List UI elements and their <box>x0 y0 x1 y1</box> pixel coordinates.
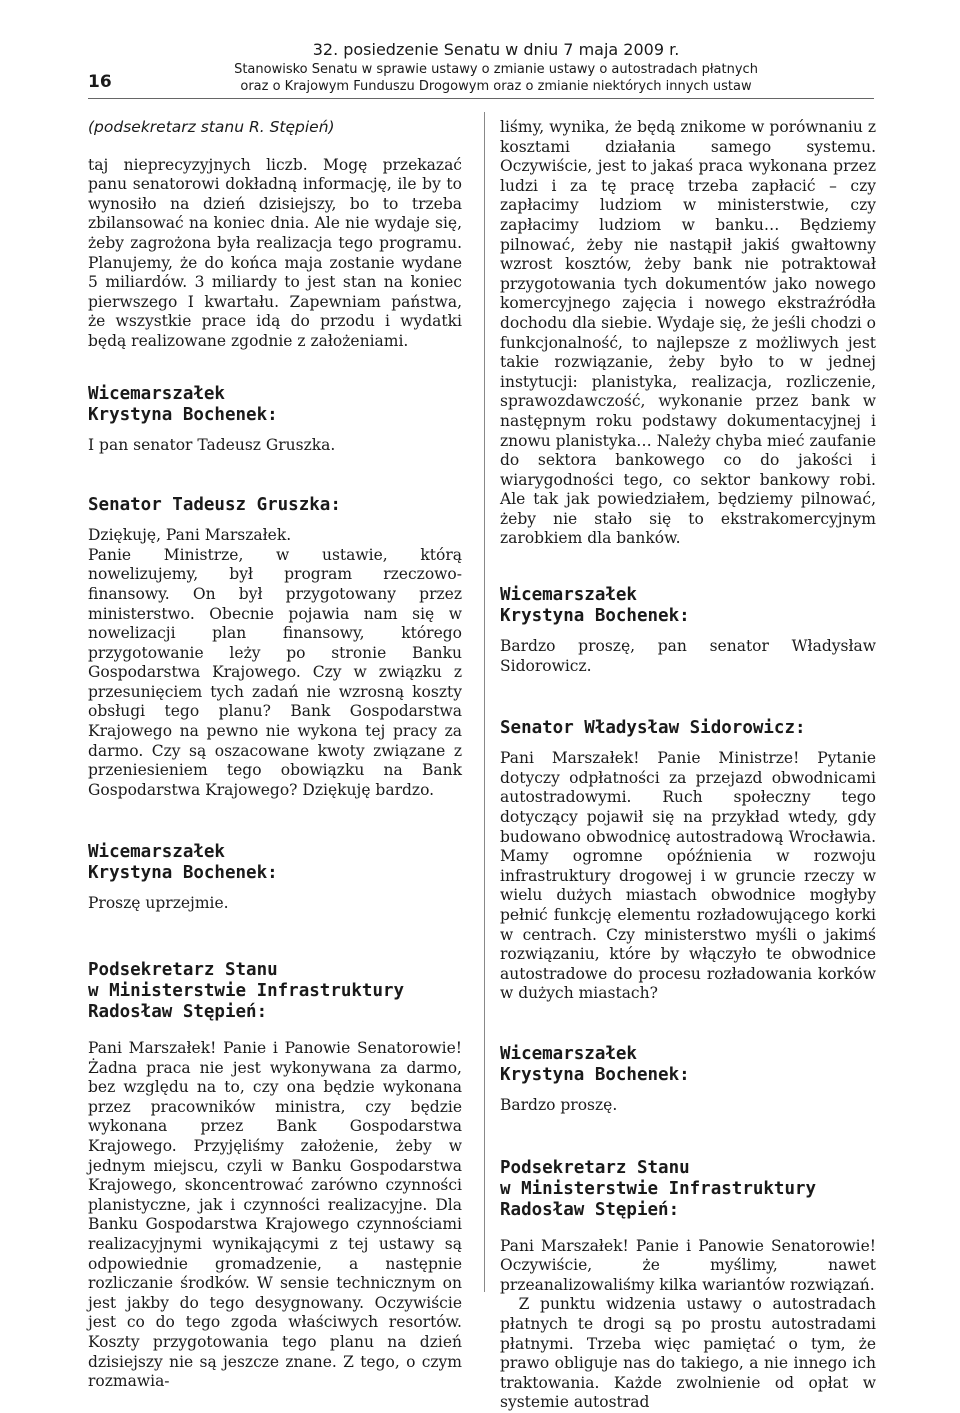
column-divider <box>484 112 485 1292</box>
speaker-role: Wicemarszałek <box>500 1043 637 1064</box>
paragraph: Bardzo proszę. <box>500 1095 618 1114</box>
speaker-role: Wicemarszałek <box>88 383 225 404</box>
speaker-heading <box>88 842 462 884</box>
speaker-name: Radosław Stępień: <box>88 1002 268 1023</box>
speaker-name: Radosław Stępień: <box>500 1199 680 1220</box>
running-header <box>176 40 816 95</box>
header-subtitle-line1: Stanowisko Senatu w sprawie ustawy o zmianie ustawy o autostradach płatnych <box>234 62 758 77</box>
paragraph: Bardzo proszę, pan senator Władysław Sidorowicz. <box>500 637 876 675</box>
paragraph: Proszę uprzejmie. <box>88 894 229 913</box>
paragraph: Z punktu widzenia ustawy o autostradach płatnych te drogi są po prostu autostradami płatnymi. Trzeba więc pamiętać o tym, że prawo obliguje nas do takiego, a nie innego ich traktowania. Każde zwolnienie od opłat w systemie autostrad <box>500 1295 876 1412</box>
speaker-name: Krystyna Bochenek: <box>500 1064 690 1085</box>
page-header <box>88 40 874 96</box>
speaker-role: Podsekretarz Stanu <box>88 960 278 981</box>
speaker-role: Wicemarszałek <box>88 842 225 863</box>
speaker-heading <box>88 960 462 1023</box>
paragraph: I pan senator Tadeusz Gruszka. <box>88 435 336 454</box>
header-subtitle-line2: oraz o Krajowym Funduszu Drogowym oraz o zmianie niektórych innych ustaw <box>240 79 752 94</box>
speaker-heading <box>500 1158 876 1221</box>
paragraph: Pani Marszałek! Panie i Panowie Senatorowie! Żadna praca nie jest wykonywana za darmo, bez względu na to, czy ona będzie wykonana przez pracowników ministra, czy będzie wykonana przez Bank Gospodarstwa Krajowego. Przyjęliśmy założenie, żeby w jednym miejscu, czyli w Banku Gospodarstwa Krajowego, skoncentrować zarówno czynności planistyczne, jak i czynności realizacyjne. Dla Banku Gospodarstwa Krajowego czynnościami realizacyjnymi wynikającymi z tej ustawy są odpowiednie gromadzenie, a następnie rozliczanie środków. W sensie technicznym on jest jakby do tego desygnowany. Oczywiście jest co do tego zgoda właściwych resortów. Koszty przygotowania tego planu na dzień dzisiejszy nie są jeszcze znane. Z tego, o czym rozmawia- <box>88 1039 462 1391</box>
speaker-name: Krystyna Bochenek: <box>88 863 278 884</box>
paragraph: Dziękuję, Pani Marszałek. <box>88 526 292 545</box>
speaker-role: Podsekretarz Stanu <box>500 1157 690 1178</box>
paragraph: Pani Marszałek! Panie Ministrze! Pytanie dotyczy odpłatności za przejazd obwodnicami autostradowymi. Ruch społeczny tego dotyczący pojawił się na przykład wtedy, gdy budowano obwodnicę autostradową Wrocławia. Mamy ogromne opóźnienia w rozwoju infrastruktury drogowej i w gruncie rzeczy w wielu dużych miastach obwodnice mogłyby pełnić funkcję elementu rozładowującego korki w centrach. Czy ministerstwo myśli o jakimś rozwiązaniu, które by włączyło te obwodnice autostradowe do procesu rozładowania korków w dużych miastach? <box>500 749 876 1003</box>
speaker-heading <box>88 384 462 426</box>
header-divider <box>88 98 874 99</box>
speaker-heading <box>500 585 876 627</box>
header-title: 32. posiedzenie Senatu w dniu 7 maja 2009 r. <box>312 40 680 59</box>
page-number: 16 <box>88 72 112 92</box>
speaker-ministry: w Ministerstwie Infrastruktury <box>500 1178 817 1199</box>
paragraph: taj nieprecyzyjnych liczb. Mogę przekazać panu senatorowi dokładną informację, ile by to wynosiło na dzień dzisiejszy, bo to trzeba zbilansować na koniec dnia. Ale nie wydaje się, żeby zagrożona była realizacja tego programu. Planujemy, że do końca maja zostanie wydane 5 miliardów. 3 miliardy to jest stan na koniec pierwszego I kwartału. Zapewniam państwa, że wszystkie prace idą do przodu i wydatki będą realizowane zgodnie z założeniami. <box>88 155 462 350</box>
speaker-name: Krystyna Bochenek: <box>88 404 278 425</box>
speaker-name: Krystyna Bochenek: <box>500 606 690 627</box>
speaker-heading: Senator Tadeusz Gruszka: <box>88 495 341 516</box>
paragraph: Pani Marszałek! Panie i Panowie Senatorowie! Oczywiście, że myślimy, nawet przeanalizowaliśmy kilka wariantów rozwiązań. <box>500 1236 876 1294</box>
speaker-ministry: w Ministerstwie Infrastruktury <box>88 981 405 1002</box>
speaker-heading <box>500 1044 876 1086</box>
speaker-role: Wicemarszałek <box>500 585 637 606</box>
speaker-heading: Senator Władysław Sidorowicz: <box>500 718 806 739</box>
paragraph: liśmy, wynika, że będą znikome w porównaniu z kosztami działania samego systemu. Oczywiście, jest to jakaś praca wykonana przez ludzi i za tę pracę trzeba zapłacić – czy zapłacimy ludziom w ministerstwie, czy zapłacimy ludziom w banku… Będziemy pilnować, żeby nie nastąpił jakiś gwałtowny wzrost kosztów, żeby bank nie potraktował przygotowania tych dokumentów jako nowego komercyjnego zajęcia i nowego ekstraźródła dochodu dla siebie. Wydaje się, że jeśli chodzi o funkcjonalność, to najlepsze z możliwych jest takie rozwiązanie, żeby było to w jednej instytucji: planistyka, realizacja, rozliczenie, sprawozdawczość, wykonanie przez bank w następnym roku podstawy dokumentacyjnej i znowu planistyka… Należy chyba mieć zaufanie do sektora bankowego co do jakości i wiarygodności tego, co sektor bankowy robi. Ale tak jak powiedziałem, będziemy pilnować, żeby nie stało się to ekstrakomercyjnym zarobkiem dla banków. <box>500 118 876 548</box>
right-column <box>500 118 876 1413</box>
continuation-label: (podsekretarz stanu R. Stępień) <box>88 118 335 136</box>
left-column <box>88 118 462 1392</box>
paragraph: Panie Ministrze, w ustawie, którą nowelizujemy, był program rzeczowo-finansowy. On był przygotowany przez ministerstwo. Obecnie pojawia nam się w nowelizacji plan finansowy, którego przygotowanie leży po stronie Banku Gospodarstwa Krajowego. Czy w związku z przesunięciem tych zadań nie wzrosną koszty obsługi tego planu? Bank Gospodarstwa Krajowego na pewno nie wykona tej pracy za darmo. Czy są oszacowane kwoty związane z przeniesieniem tego obowiązku na Bank Gospodarstwa Krajowego? Dziękuję bardzo. <box>88 545 462 799</box>
